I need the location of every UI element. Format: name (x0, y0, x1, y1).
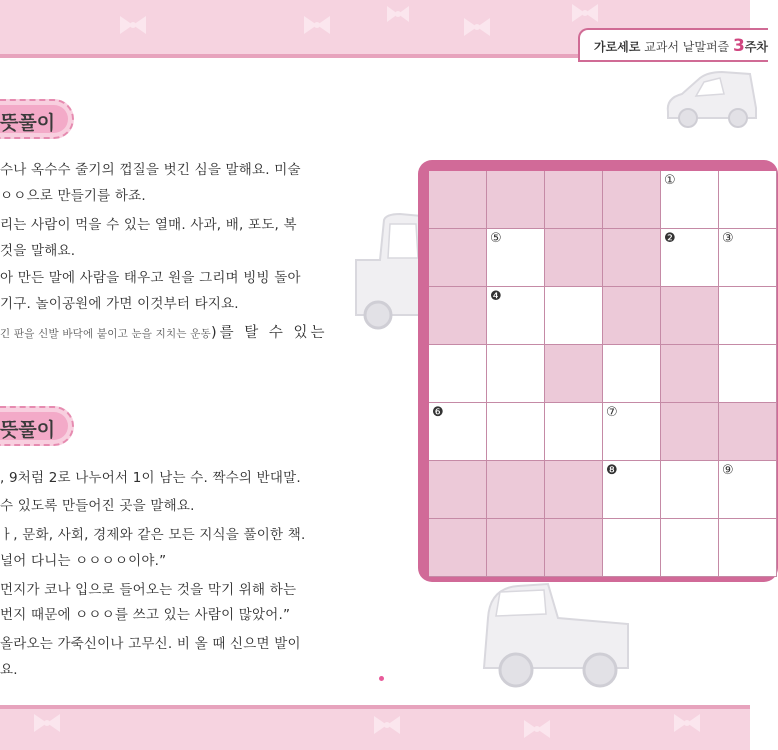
puzzle-cell[interactable] (719, 403, 777, 461)
horizontal-clue-line: ㅏ, 문화, 사회, 경제와 같은 모든 지식을 풀이한 책. (0, 527, 306, 543)
vertical-clue-line: ㅇㅇ으로 만들기를 하죠. (0, 188, 146, 204)
puzzle-cell[interactable] (719, 171, 777, 229)
crossword-grid (429, 171, 769, 573)
car-illustration (478, 578, 638, 696)
page-marker-dot (379, 676, 384, 681)
puzzle-cell[interactable] (429, 229, 487, 287)
vertical-clue-line-with-note (0, 321, 327, 342)
puzzle-cell[interactable] (603, 229, 661, 287)
puzzle-cell[interactable] (545, 287, 603, 345)
bow-decoration (522, 718, 552, 740)
puzzle-cell[interactable] (661, 403, 719, 461)
horizontal-clue-line: 요. (0, 662, 18, 678)
header-title-rest: 교과서 낱말퍼즐 (640, 40, 733, 54)
puzzle-cell[interactable] (545, 403, 603, 461)
vertical-clue-heading: 뜻풀이 (0, 112, 56, 134)
vertical-clue-line: 것을 말해요. (0, 243, 76, 259)
car-illustration (660, 68, 760, 130)
puzzle-clue-number: ❻ (432, 405, 444, 420)
puzzle-cell[interactable] (661, 345, 719, 403)
puzzle-clue-number: ❽ (606, 463, 618, 478)
puzzle-clue-number: ⑤ (490, 231, 502, 246)
puzzle-cell[interactable] (429, 287, 487, 345)
puzzle-cell[interactable] (719, 287, 777, 345)
vertical-clue-line: 기구. 놀이공원에 가면 이것부터 타지요. (0, 296, 239, 312)
puzzle-cell[interactable] (429, 345, 487, 403)
vertical-clue-tail: )를 탈 수 있는 (210, 325, 328, 341)
puzzle-cell[interactable] (545, 345, 603, 403)
puzzle-cell[interactable] (661, 287, 719, 345)
puzzle-clue-number: ⑦ (606, 405, 618, 420)
bow-decoration (385, 4, 411, 24)
puzzle-cell[interactable] (545, 229, 603, 287)
puzzle-cell[interactable] (603, 519, 661, 577)
vertical-clue-line: 수나 옥수수 줄기의 껍질을 벗긴 심을 말해요. 미술 (0, 162, 301, 178)
horizontal-clue-heading: 뜻풀이 (0, 419, 56, 441)
bottom-band-line (0, 705, 750, 709)
vertical-clue-note: 긴 판을 신발 바닥에 붙이고 눈을 지치는 운동 (0, 328, 211, 340)
vertical-clue-line: 아 만든 말에 사람을 태우고 원을 그리며 빙빙 돌아 (0, 270, 301, 286)
puzzle-clue-number: ① (664, 173, 676, 188)
header-title (594, 36, 768, 56)
puzzle-cell[interactable] (487, 345, 545, 403)
bow-decoration (462, 16, 492, 38)
vertical-clue-line: 리는 사람이 먹을 수 있는 열매. 사과, 배, 포도, 복 (0, 217, 297, 233)
puzzle-clue-number: ❷ (664, 231, 676, 246)
puzzle-cell[interactable] (487, 519, 545, 577)
horizontal-clue-line: 널어 다니는 ㅇㅇㅇㅇ이야.” (0, 553, 167, 569)
puzzle-cell[interactable] (661, 519, 719, 577)
puzzle-cell[interactable] (719, 345, 777, 403)
bow-decoration (372, 714, 402, 736)
puzzle-clue-number: ⑨ (722, 463, 734, 478)
puzzle-cell[interactable] (429, 519, 487, 577)
bow-decoration (570, 2, 600, 24)
horizontal-clue-line: 번지 때문에 ㅇㅇㅇ를 쓰고 있는 사람이 많았어.” (0, 607, 291, 623)
puzzle-cell[interactable] (603, 345, 661, 403)
header-title-bold: 가로세로 (594, 40, 641, 54)
bow-decoration (118, 14, 148, 36)
puzzle-cell[interactable] (545, 461, 603, 519)
horizontal-clue-line: , 9처럼 2로 나누어서 1이 남는 수. 짝수의 반대말. (0, 470, 301, 486)
puzzle-cell[interactable] (545, 519, 603, 577)
week-suffix: 주차 (744, 40, 768, 54)
puzzle-cell[interactable] (603, 287, 661, 345)
puzzle-cell[interactable] (487, 461, 545, 519)
puzzle-cell[interactable] (661, 461, 719, 519)
puzzle-cell[interactable] (487, 171, 545, 229)
puzzle-clue-number: ③ (722, 231, 734, 246)
puzzle-cell[interactable] (487, 403, 545, 461)
week-number: 3 (732, 36, 745, 56)
puzzle-cell[interactable] (719, 519, 777, 577)
bow-decoration (672, 712, 702, 734)
horizontal-clue-line: 먼지가 코나 입으로 들어오는 것을 막기 위해 하는 (0, 582, 297, 598)
horizontal-clue-line: 올라오는 가죽신이나 고무신. 비 올 때 신으면 발이 (0, 636, 301, 652)
bow-decoration (32, 712, 62, 734)
puzzle-cell[interactable] (429, 461, 487, 519)
puzzle-clue-number: ❹ (490, 289, 502, 304)
bow-decoration (302, 14, 332, 36)
puzzle-cell[interactable] (603, 171, 661, 229)
puzzle-cell[interactable] (429, 171, 487, 229)
horizontal-clue-line: 수 있도록 만들어진 곳을 말해요. (0, 498, 195, 514)
puzzle-cell[interactable] (545, 171, 603, 229)
